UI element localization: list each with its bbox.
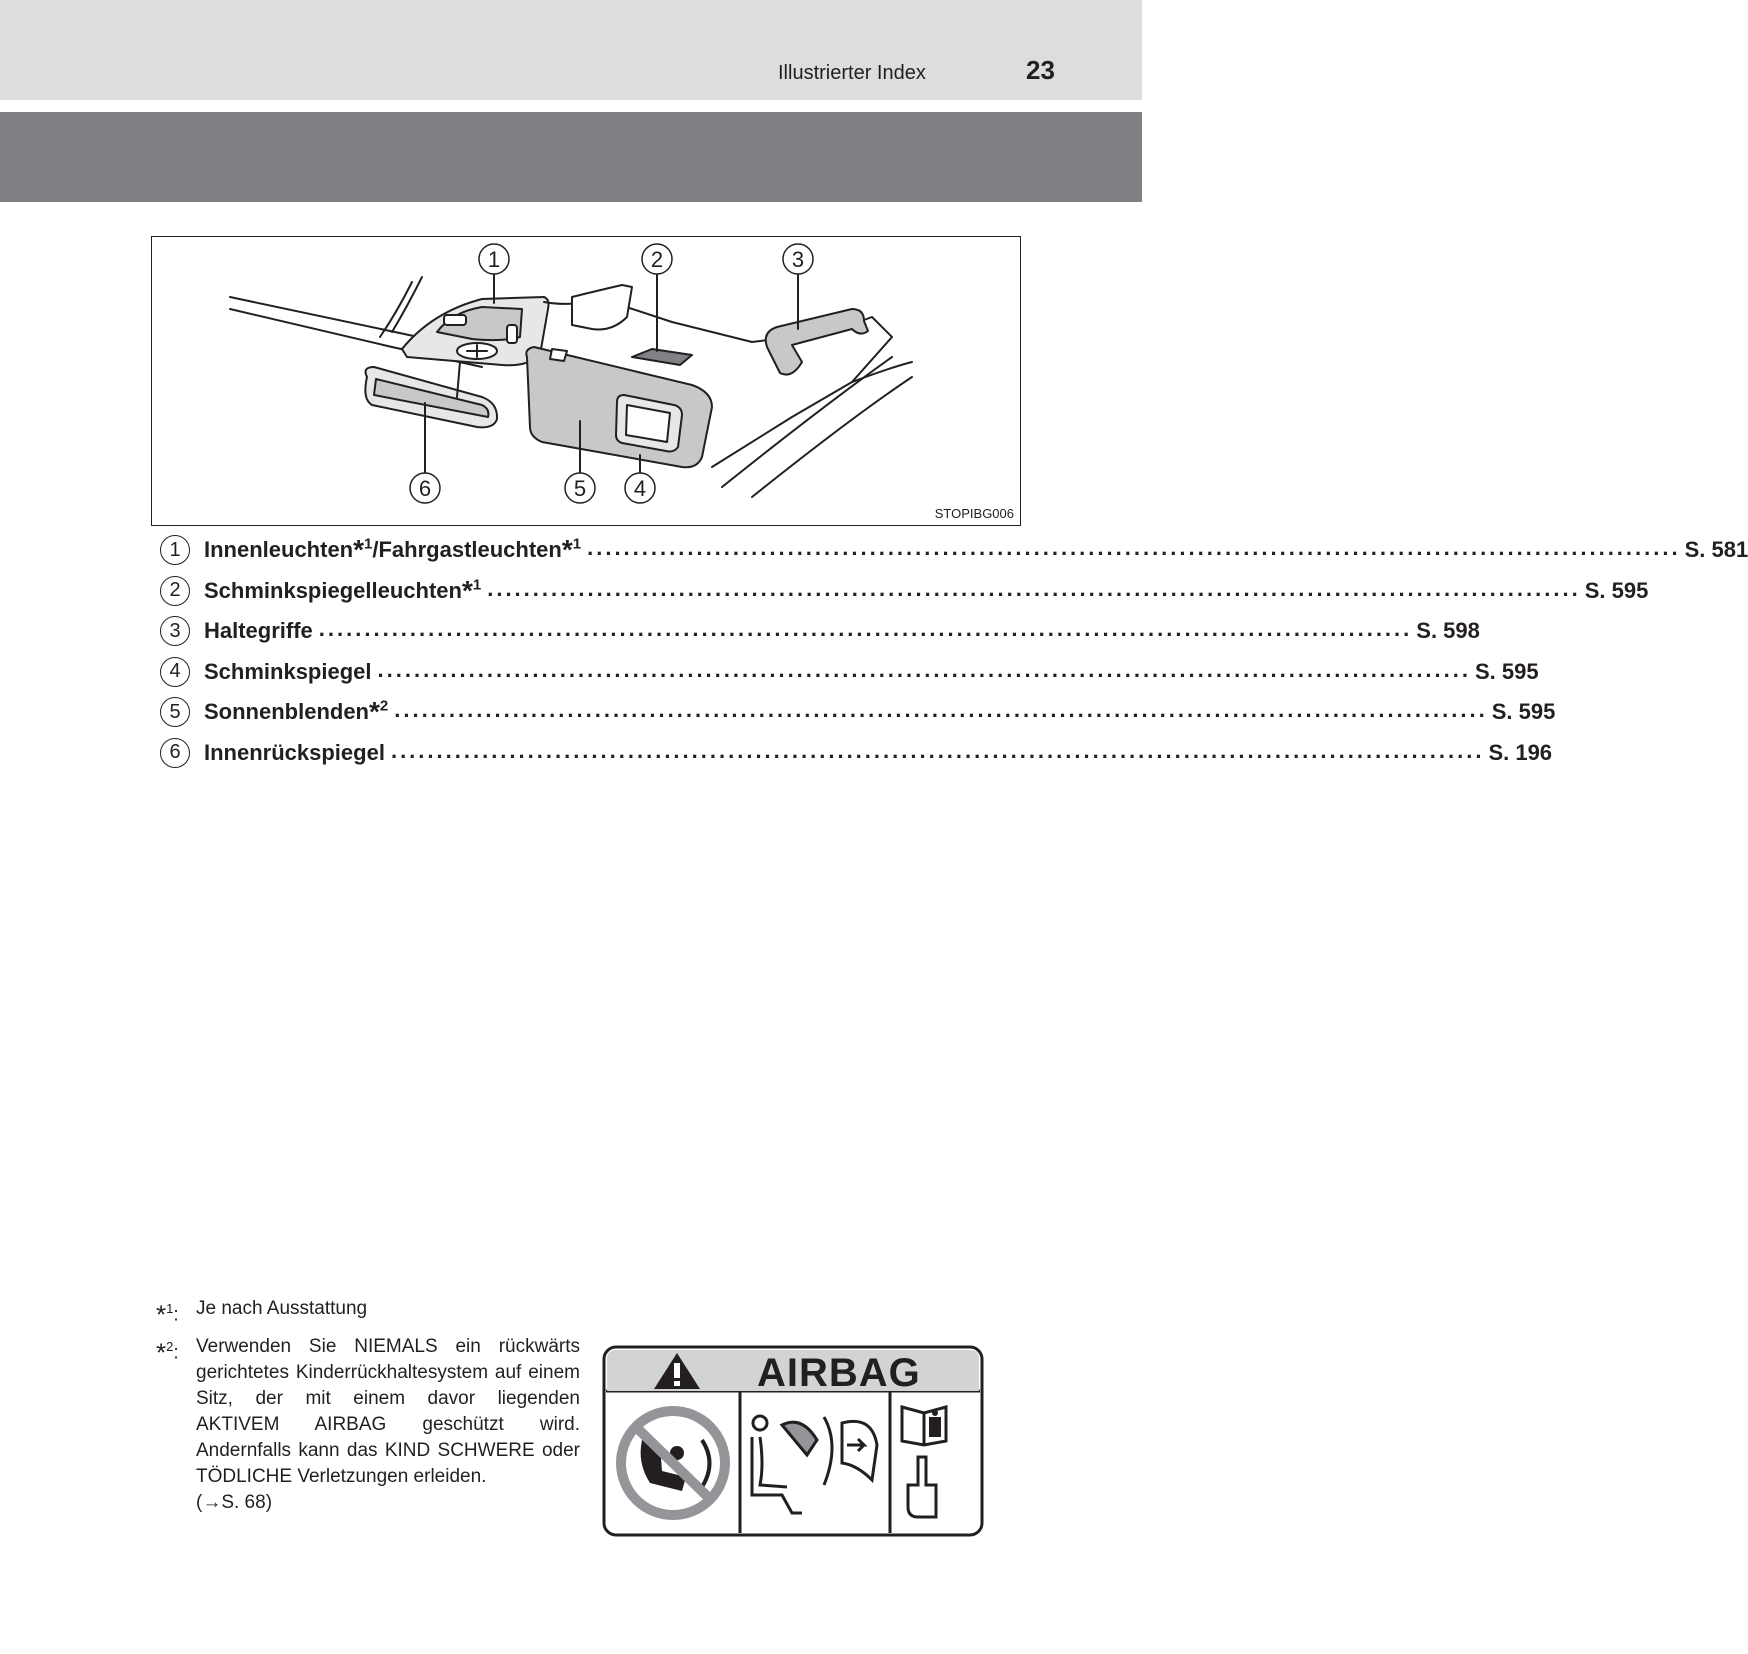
item-label-text: Schminkspiegelleuchten	[204, 577, 462, 603]
index-item	[160, 692, 1556, 733]
dot-leader: ........................................................................................................................	[390, 737, 1485, 763]
footnote-body: Verwenden Sie NIEMALS ein rückwärts gerichtetes Kinderrückhaltesystem auf einem Sitz, der mit einem davor liegenden AKTIVEM AIRBAG geschützt wird. Andernfalls kann das KIND SCHWERE oder TÖDLICHE Verletzungen erleiden.	[196, 1336, 580, 1488]
header-divider	[0, 100, 1142, 112]
item-label	[204, 575, 487, 607]
airbag-warning-label	[602, 1345, 984, 1537]
footnote-star: *	[369, 696, 380, 728]
footnote-number: 1	[364, 535, 373, 553]
callout-label-4: 4	[633, 476, 647, 501]
header-dark-band	[0, 112, 1142, 202]
item-label	[204, 696, 394, 728]
item-label-text: Innenrückspiegel	[204, 739, 385, 765]
footnote-1	[156, 1296, 580, 1328]
airbag-title: AIRBAG	[757, 1351, 921, 1395]
footnote-number: 2	[379, 697, 389, 715]
page-reference-link[interactable]: S. 598	[1416, 618, 1480, 644]
item-label-text: /Fahrgastleuchten	[372, 537, 562, 563]
footnotes	[156, 1296, 580, 1522]
item-label	[204, 534, 587, 566]
item-number-circle: 3	[160, 616, 190, 646]
index-item	[160, 571, 1649, 612]
footnote-number: 1	[572, 535, 582, 553]
no-rear-facing-seat-icon	[621, 1411, 725, 1515]
index-item	[160, 530, 1748, 571]
roof-recess	[572, 285, 632, 330]
ceiling-illustration	[152, 237, 1020, 525]
item-label-text: Innenleuchten	[204, 537, 354, 563]
callout-label-5: 5	[573, 476, 587, 501]
section-title: Illustrierter Index	[778, 62, 926, 84]
footnote-star: *	[353, 534, 365, 566]
page-reference-link[interactable]: S. 595	[1475, 658, 1539, 684]
page-reference-link[interactable]: S. 581	[1684, 537, 1748, 563]
page-reference-link[interactable]: S. 595	[1584, 577, 1649, 603]
item-number-circle: 5	[160, 697, 190, 727]
index-list	[160, 530, 1748, 773]
dot-leader: ........................................................................................................................	[394, 697, 1488, 723]
page-reference-link[interactable]: S. 595	[1491, 699, 1556, 725]
item-label-text: Schminkspiegel	[204, 658, 372, 684]
illustration-figure	[151, 236, 1021, 526]
callout-label-6: 6	[418, 476, 432, 501]
item-number-circle: 6	[160, 738, 190, 768]
callout-label-3: 3	[791, 247, 805, 272]
footnote-star: *	[461, 574, 473, 606]
item-number-circle: 1	[160, 535, 190, 565]
vanity-light	[632, 349, 692, 365]
dot-leader: ........................................................................................................................	[377, 656, 1471, 682]
item-number-circle: 2	[160, 576, 190, 606]
footnote-2	[156, 1334, 580, 1516]
figure-code: STOPIBG006	[934, 506, 1014, 521]
footnote-mark: *$^1$:	[156, 1299, 179, 1330]
footnote-number: 1	[472, 576, 482, 594]
item-label	[204, 659, 378, 685]
callout-label-2: 2	[650, 247, 664, 272]
item-label	[204, 618, 319, 644]
dot-leader: ........................................................................................................................	[487, 575, 1581, 601]
footnote-text	[196, 1334, 580, 1516]
footnote-star: *	[561, 534, 573, 566]
dot-leader: ........................................................................................................................	[587, 535, 1681, 561]
assist-grip	[766, 309, 868, 375]
index-item	[160, 733, 1553, 774]
windshield-pillar	[392, 277, 422, 332]
header-band	[0, 0, 1142, 100]
index-item	[160, 611, 1480, 652]
dot-leader: ........................................................................................................................	[318, 616, 1413, 642]
index-item	[160, 652, 1539, 693]
item-label-text: Haltegriffe	[204, 618, 313, 644]
callout-label-1: 1	[487, 247, 501, 272]
item-number-circle: 4	[160, 657, 190, 687]
item-label	[204, 740, 391, 766]
page-reference-link[interactable]: (→S. 68)	[196, 1492, 273, 1514]
page-number: 23	[1026, 55, 1055, 85]
footnote-mark: *$^2$:	[156, 1337, 179, 1368]
item-label-text: Sonnenblenden	[204, 699, 369, 725]
footnote-text: Je nach Ausstattung	[196, 1298, 368, 1319]
page-reference-link[interactable]: S. 196	[1488, 739, 1553, 765]
